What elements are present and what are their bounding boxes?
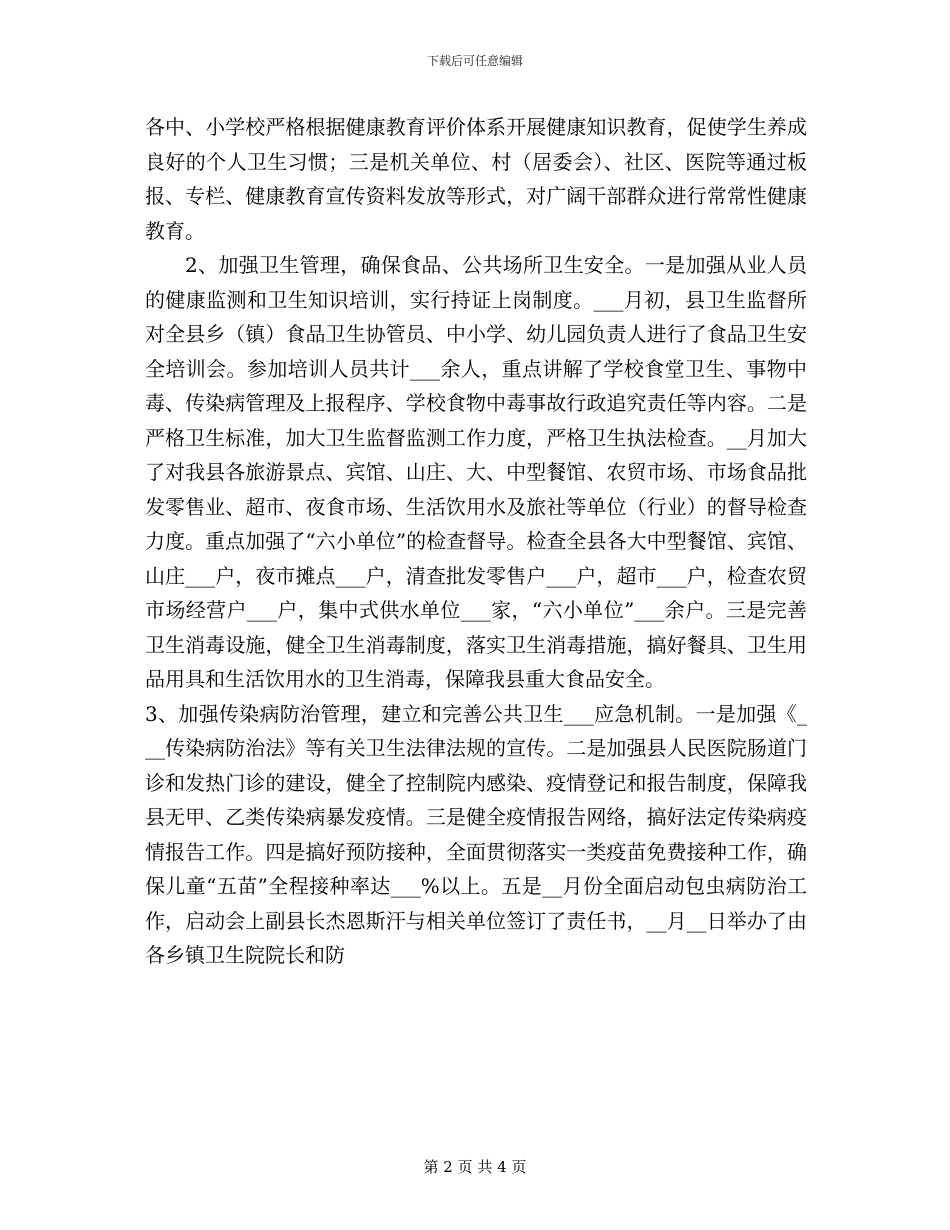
document-body bbox=[145, 110, 807, 973]
paragraph-continuation: 各中、小学校严格根据健康教育评价体系开展健康知识教育，促使学生养成良好的个人卫生习惯；三是机关单位、村（居委会）、社区、医院等通过板报、专栏、健康教育宣传资料发放等形式，对广阔干部群众进行常常性健康教育。 bbox=[145, 115, 807, 243]
page-number: 第 2 页 共 4 页 bbox=[423, 1158, 527, 1176]
paragraph-food-safety: 2、加强卫生管理，确保食品、公共场所卫生安全。一是加强从业人员的健康监测和卫生知识培训，实行持证上岗制度。___月初，县卫生监督所对全县乡（镇）食品卫生协管员、中小学、幼儿园负责人进行了食品卫生安全培训会。参加培训人员共计___余人，重点讲解了学校食堂卫生、事物中毒、传染病管理及上报程序、学校食物中毒事故行政追究责任等内容。二是严格卫生标准，加大卫生监督监测工作力度，严格卫生执法检查。__月加大了对我县各旅游景点、宾馆、山庄、大、中型餐馆、农贸市场、市场食品批发零售业、超市、夜食市场、生活饮用水及旅社等单位（行业）的督导检查力度。重点加强了“六小单位”的检查督导。检查全县各大中型餐馆、宾馆、山庄___户，夜市摊点___户，清查批发零售户___户，超市___户，检查农贸市场经营户___户，集中式供水单位___家，“六小单位”___余户。三是完善卫生消毒设施，健全卫生消毒制度，落实卫生消毒措施，搞好餐具、卫生用品用具和生活饮用水的卫生消毒，保障我县重大食品安全。 bbox=[145, 253, 807, 691]
page-header: 下载后可任意编辑 bbox=[426, 54, 523, 68]
paragraph-disease-control: 3、加强传染病防治管理，建立和完善公共卫生___应急机制。一是加强《___传染病防治法》等有关卫生法律法规的宣传。二是加强县人民医院肠道门诊和发热门诊的建设，健全了控制院内感染、疫情登记和报告制度，保障我县无甲、乙类传染病暴发疫情。三是健全疫情报告网络，搞好法定传染病疫情报告工作。四是搞好预防接种，全面贯彻落实一类疫苗免费接种工作，确保儿童“五苗”全程接种率达___%以上。五是__月份全面启动包虫病防治工作，启动会上副县长杰恩斯汗与相关单位签订了责任书，__月__日举办了由各乡镇卫生院院长和防 bbox=[145, 701, 807, 967]
